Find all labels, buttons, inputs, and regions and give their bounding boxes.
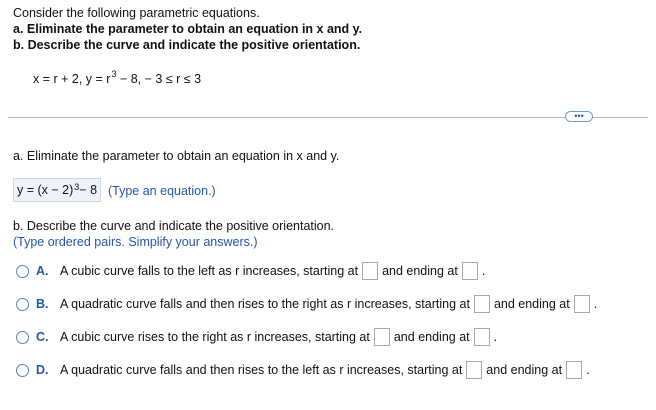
start-point-input[interactable] [466, 361, 482, 379]
option-b[interactable] [16, 293, 597, 315]
start-point-input[interactable] [362, 262, 378, 280]
option-mid-text: and ending at [382, 264, 458, 278]
option-d[interactable] [16, 359, 590, 381]
option-letter: B. [36, 297, 49, 311]
answer-equation-main: y = (x − 2) [17, 183, 74, 197]
answer-equation-tail: − 8 [79, 183, 98, 197]
question-part-a: a. Eliminate the parameter to obtain an equation in x and y. [13, 22, 363, 36]
option-end-text: . [493, 330, 498, 344]
radio-button-a[interactable] [16, 265, 29, 278]
part-a-prompt: a. Eliminate the parameter to obtain an equation in x and y. [13, 149, 340, 163]
option-c[interactable] [16, 326, 497, 348]
option-mid-text: and ending at [393, 330, 470, 344]
option-text: A quadratic curve falls and then rises to the left as r increases, starting at [60, 363, 463, 377]
part-b-prompt: b. Describe the curve and indicate the positive orientation. [13, 219, 335, 233]
end-point-input[interactable] [566, 361, 582, 379]
start-point-input[interactable] [474, 295, 490, 313]
question-intro: Consider the following parametric equations. [13, 6, 260, 20]
option-letter: A. [36, 264, 49, 278]
option-end-text: . [481, 264, 486, 278]
option-letter: D. [36, 363, 49, 377]
question-part-b: b. Describe the curve and indicate the positive orientation. [13, 38, 361, 52]
option-letter: C. [36, 330, 49, 344]
part-a-hint: (Type an equation.) [108, 184, 216, 198]
radio-button-d[interactable] [16, 364, 29, 377]
option-mid-text: and ending at [486, 363, 563, 377]
end-point-input[interactable] [474, 328, 490, 346]
parametric-equations [33, 69, 202, 86]
section-divider [8, 117, 648, 118]
radio-button-c[interactable] [16, 331, 29, 344]
equation-exponent: 3 [111, 69, 117, 79]
start-point-input[interactable] [374, 328, 390, 346]
equation-rest: − 8, − 3 ≤ r ≤ 3 [116, 72, 202, 86]
option-a[interactable] [16, 260, 485, 282]
option-end-text: . [593, 297, 598, 311]
part-a-answer[interactable] [13, 178, 101, 202]
option-text: A quadratic curve falls and then rises to the right as r increases, starting at [60, 297, 470, 311]
option-end-text: . [586, 363, 590, 377]
option-text: A cubic curve rises to the right as r increases, starting at [60, 330, 370, 344]
option-mid-text: and ending at [493, 297, 570, 311]
answer-equation-exponent: 3 [74, 182, 80, 192]
end-point-input[interactable] [574, 295, 590, 313]
equation-x-part: x = r + 2, y = r [33, 72, 111, 86]
radio-button-b[interactable] [16, 298, 29, 311]
more-options-button[interactable]: ••• [565, 111, 593, 122]
option-text: A cubic curve falls to the left as r increases, starting at [60, 264, 359, 278]
part-b-hint: (Type ordered pairs. Simplify your answers.) [13, 235, 258, 249]
end-point-input[interactable] [462, 262, 478, 280]
